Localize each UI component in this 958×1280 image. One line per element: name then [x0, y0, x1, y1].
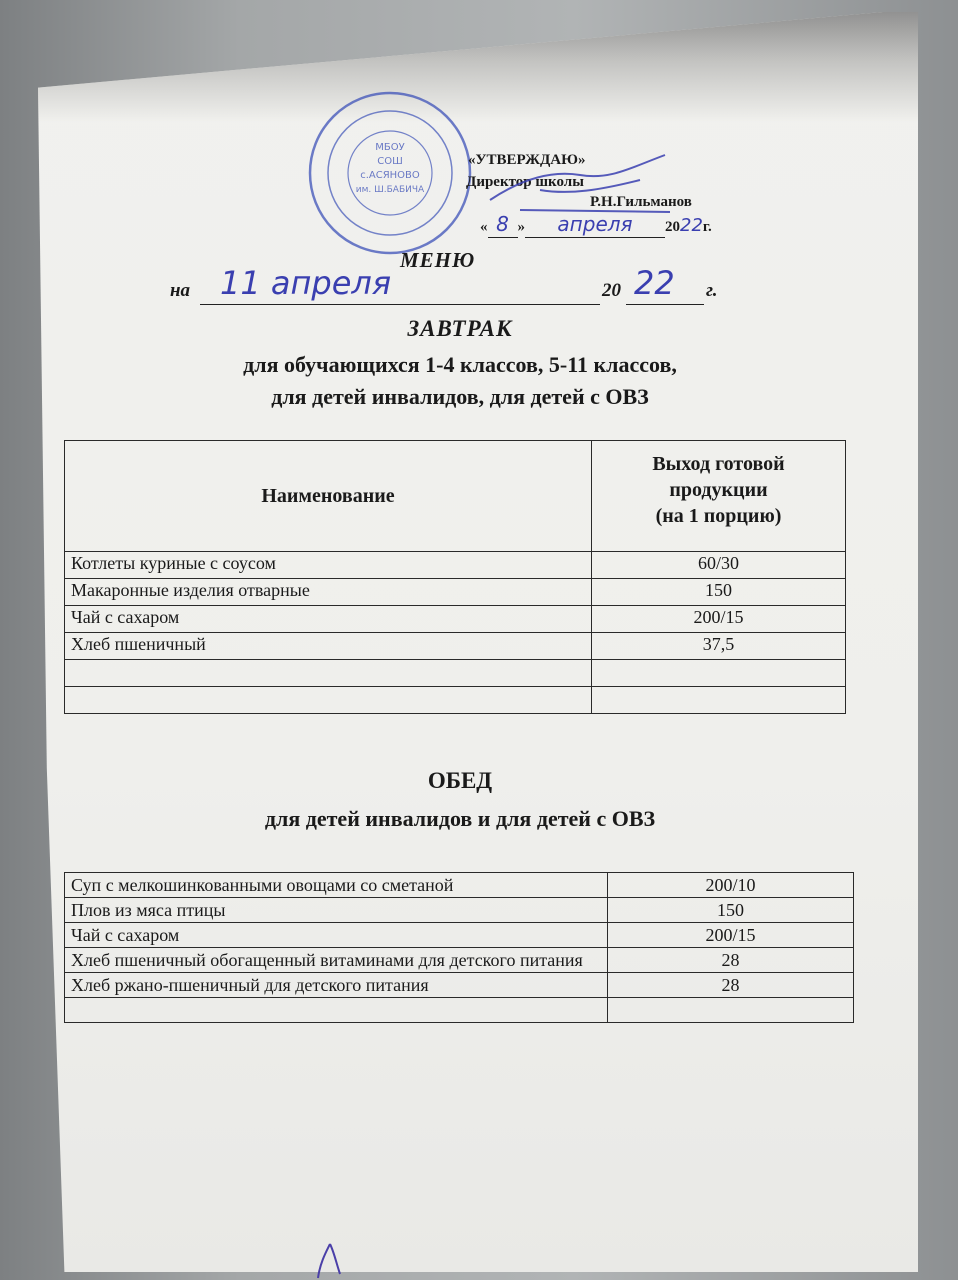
school-seal-stamp — [305, 88, 475, 258]
dish-yield: 28 — [608, 973, 854, 998]
dish-yield: 150 — [591, 579, 845, 606]
breakfast-subtitle-1: для обучающихся 1-4 классов, 5-11 классов, — [243, 352, 677, 377]
seal-text-4: им. Ш.БАБИЧА — [355, 185, 425, 195]
menu-date-line — [170, 264, 750, 310]
pen-mark-scribble — [300, 1238, 360, 1280]
table-row — [65, 898, 854, 923]
approval-year-handwritten: 22 — [680, 215, 703, 236]
table-row — [65, 579, 846, 606]
approval-day-handwritten: 8 — [496, 212, 509, 236]
dish-name: Макаронные изделия отварные — [65, 579, 592, 606]
dish-yield — [591, 687, 845, 714]
dish-name: Хлеб пшеничный — [65, 633, 592, 660]
lunch-table — [64, 872, 854, 1023]
dish-yield — [591, 660, 845, 687]
seal-text-3: с.АСЯНОВО — [360, 170, 420, 181]
date-year-handwritten: 22 — [634, 264, 675, 302]
dish-yield: 28 — [608, 948, 854, 973]
column-header-name: Наименование — [65, 441, 592, 552]
date-year-field — [626, 264, 704, 305]
dish-name: Чай с сахаром — [65, 923, 608, 948]
dish-name: Плов из мяса птицы — [65, 898, 608, 923]
table-row — [65, 973, 854, 998]
dish-name — [65, 687, 592, 714]
dish-name: Суп с мелкошинкованными овощами со сметаной — [65, 873, 608, 898]
lunch-title: ОБЕД — [427, 768, 493, 793]
date-prefix-na: на — [170, 280, 191, 301]
director-signature — [480, 150, 680, 240]
column-header-yield-line2: продукции — [669, 479, 768, 501]
approval-director-name: Р.Н.Гильманов — [590, 194, 692, 210]
date-year-prefix: 20 — [602, 280, 621, 301]
date-handwritten: 11 апреля — [220, 264, 392, 302]
dish-yield: 200/15 — [591, 606, 845, 633]
breakfast-title: ЗАВТРАК — [407, 316, 513, 341]
dish-yield: 200/10 — [608, 873, 854, 898]
table-row — [65, 998, 854, 1023]
breakfast-table — [64, 440, 846, 714]
dish-name — [65, 998, 608, 1023]
table-row — [65, 687, 846, 714]
approval-month-handwritten: апреля — [557, 212, 633, 236]
table-row — [65, 948, 854, 973]
breakfast-subtitle-2: для детей инвалидов, для детей с ОВЗ — [271, 384, 649, 409]
dish-name: Котлеты куриные с соусом — [65, 552, 592, 579]
table-row — [65, 552, 846, 579]
menu-title: МЕНЮ — [400, 248, 476, 272]
dish-name: Чай с сахаром — [65, 606, 592, 633]
approval-year-suffix: г. — [702, 219, 712, 235]
lunch-subtitle: для детей инвалидов и для детей с ОВЗ — [264, 806, 656, 831]
approval-open-quote: « — [480, 219, 488, 235]
approval-close-quote: » — [517, 219, 525, 235]
dish-yield: 200/15 — [608, 923, 854, 948]
dish-name — [65, 660, 592, 687]
dish-yield: 37,5 — [591, 633, 845, 660]
table-row — [65, 873, 854, 898]
column-header-yield — [591, 441, 845, 552]
dish-name: Хлеб пшеничный обогащенный витаминами для детского питания — [65, 948, 608, 973]
date-field — [200, 264, 600, 305]
seal-text-1: МБОУ — [375, 142, 405, 153]
dish-name: Хлеб ржано-пшеничный для детского питания — [65, 973, 608, 998]
breakfast-header-row — [65, 441, 846, 552]
column-header-yield-line3: (на 1 порцию) — [655, 505, 782, 527]
approval-position: Директор школы — [466, 174, 584, 190]
dish-yield: 60/30 — [591, 552, 845, 579]
table-row — [65, 606, 846, 633]
column-header-yield-line1: Выход готовой — [652, 453, 785, 475]
dish-yield: 150 — [608, 898, 854, 923]
seal-text-2: СОШ — [377, 156, 403, 167]
dish-yield — [608, 998, 854, 1023]
date-year-suffix: г. — [706, 280, 718, 301]
approval-heading: «УТВЕРЖДАЮ» — [468, 152, 586, 168]
table-row — [65, 660, 846, 687]
table-row — [65, 923, 854, 948]
table-row — [65, 633, 846, 660]
approval-year-prefix: 20 — [665, 219, 680, 235]
